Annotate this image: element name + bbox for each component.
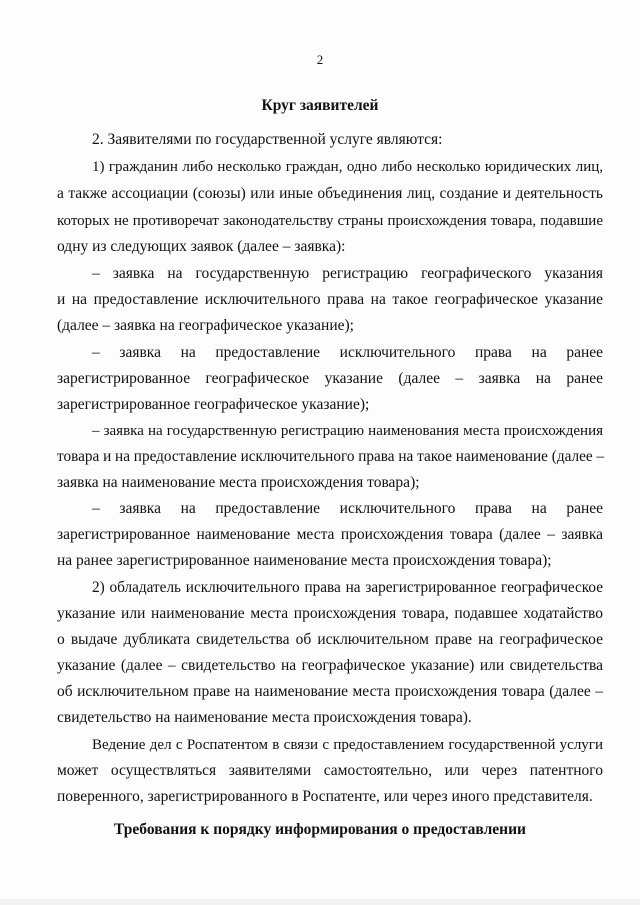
paragraph-line: 2) обладатель исключительного права на зарегистрированное географическое <box>92 579 603 596</box>
paragraph-line: которых не противоречат законодательству страны происхождения товара, подавшие <box>57 213 603 229</box>
paragraph-line: на ранее зарегистрированное наименование места происхождения товара); <box>57 552 552 569</box>
paragraph-line: о выдаче дубликата свидетельства об исключительном праве на географическое <box>57 631 603 648</box>
paragraph-line: зарегистрированное наименование места происхождения товара (далее – заявка <box>57 526 603 543</box>
page-number: 2 <box>316 52 324 67</box>
paragraph-line: 1) гражданин либо несколько граждан, одно либо несколько юридических лиц, <box>92 159 603 175</box>
paragraph-line: может осуществляться заявителями самостоятельно, или через патентного <box>57 762 603 779</box>
paragraph-line: заявка на наименование места происхождения товара); <box>57 474 420 491</box>
paragraph-line: – заявка на предоставление исключительного права на ранее <box>92 500 603 517</box>
paragraph-line: свидетельство на наименование места происхождения товара). <box>57 709 472 726</box>
paragraph-line: (далее – заявка на географическое указание); <box>57 317 354 334</box>
section-heading-requirements: Требования к порядку информирования о предоставлении <box>114 821 526 838</box>
paragraph-line: – заявка на государственную регистрацию географического указания <box>92 265 603 282</box>
section-heading-applicants: Круг заявителей <box>261 97 379 114</box>
paragraph-line: и на предоставление исключительного права на такое географическое указание <box>57 291 603 308</box>
paragraph-line: указание или наименование места происхождения товара, подавшее ходатайство <box>57 605 603 622</box>
paragraph-line: – заявка на предоставление исключительного права на ранее <box>92 344 603 361</box>
paragraph-line: зарегистрированное географическое указание); <box>57 396 370 413</box>
paragraph-line: Ведение дел с Роспатентом в связи с предоставлением государственной услуги <box>92 737 603 753</box>
page-bottom-edge <box>0 899 640 905</box>
paragraph-line: 2. Заявителями по государственной услуге являются: <box>92 131 443 148</box>
paragraph-line: одну из следующих заявок (далее – заявка): <box>57 238 346 255</box>
paragraph-line: товара и на предоставление исключительного права на такое наименование (далее – <box>57 448 605 465</box>
paragraph-line: – заявка на государственную регистрацию наименования места происхождения <box>92 423 603 439</box>
paragraph-line: поверенного, зарегистрированного в Роспатенте, или через иного представителя. <box>57 788 593 805</box>
paragraph-line: об исключительном праве на наименование места происхождения товара (далее – <box>57 683 603 700</box>
paragraph-line: а также ассоциации (союзы) или иные объединения лиц, создание и деятельность <box>57 185 603 202</box>
paragraph-line: указание (далее – свидетельство на географическое указание) или свидетельства <box>57 657 603 674</box>
paragraph-line: зарегистрированное географическое указание (далее – заявка на ранее <box>57 370 603 387</box>
